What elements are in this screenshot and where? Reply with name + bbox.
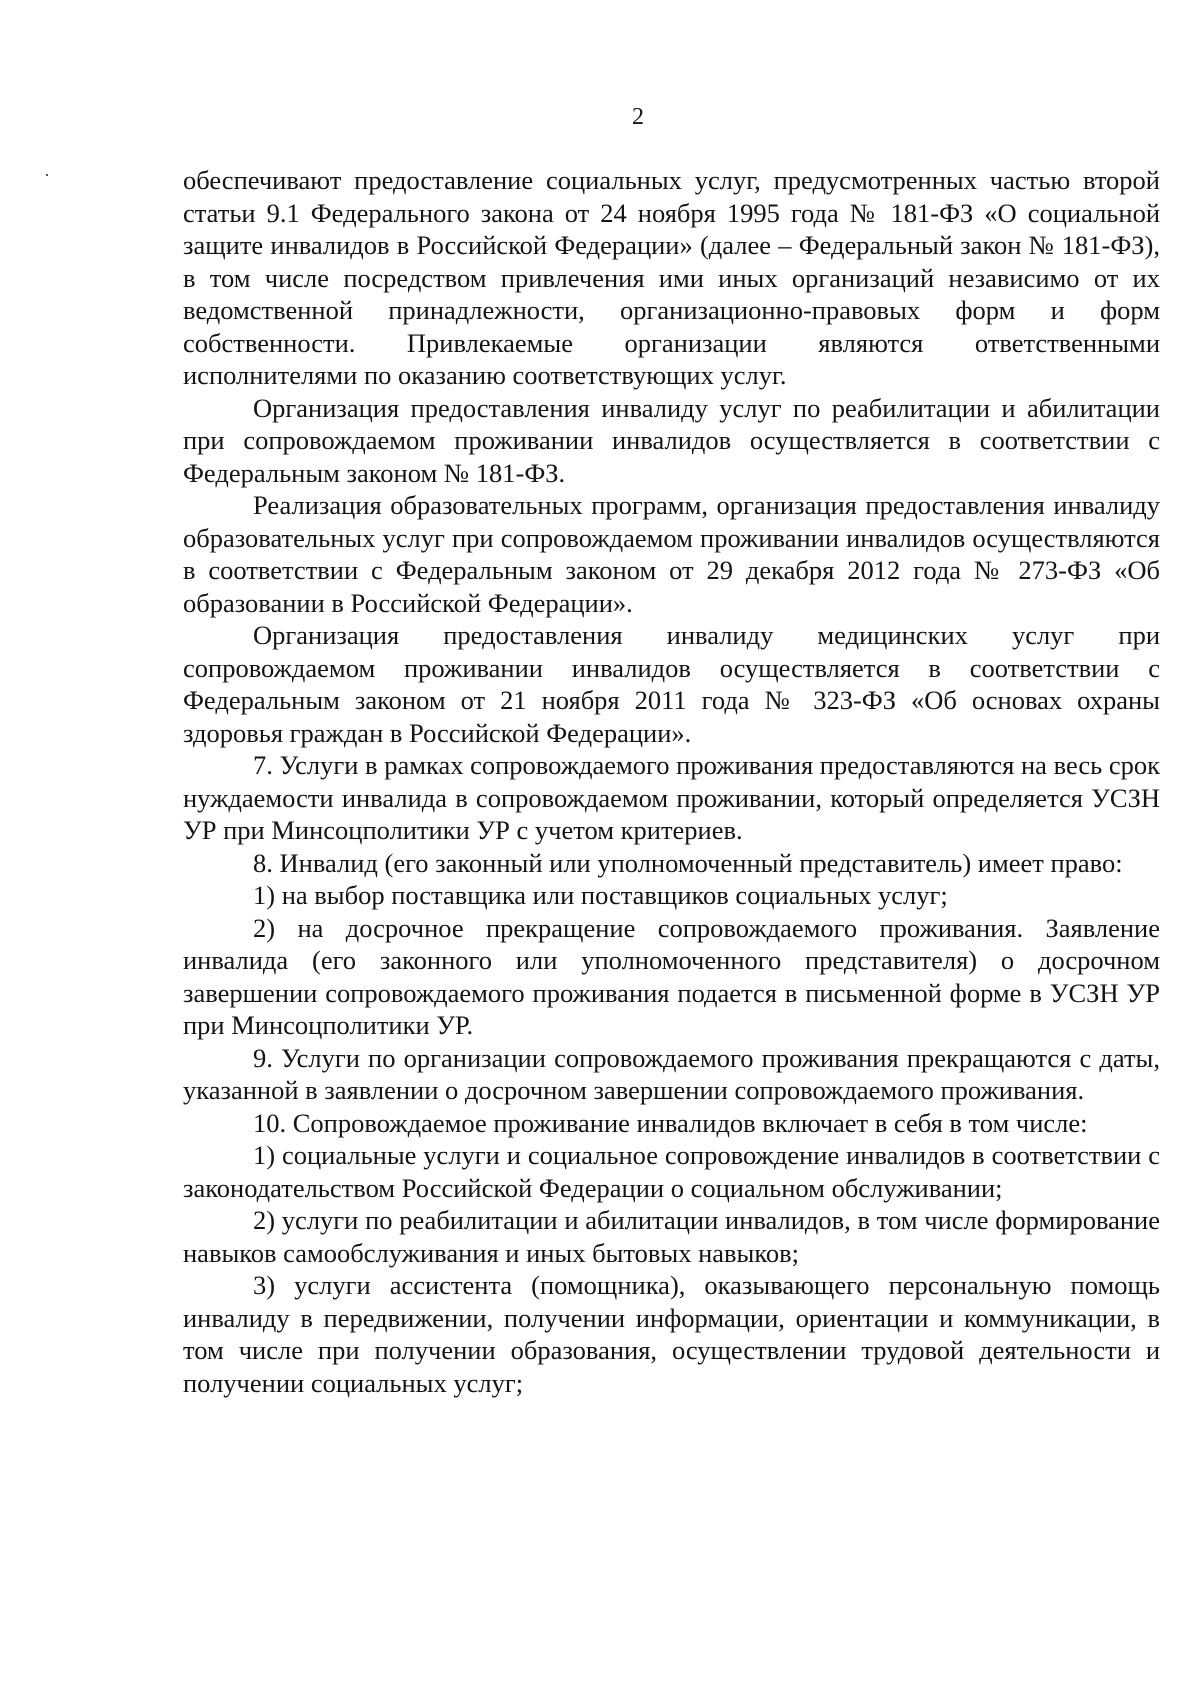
clause-8: 8. Инвалид (его законный или уполномоченный представитель) имеет право: bbox=[253, 847, 1123, 878]
clause-8-item-1: 1) на выбор поставщика или поставщиков социальных услуг; bbox=[253, 880, 948, 910]
page-number: 2 bbox=[632, 104, 644, 130]
paragraph-rehabilitation: Организация предоставления инвалиду услуг по реабилитации и абилитации при сопровождаемом проживании инвалидов осуществляется в соответствии с Федеральным законом № 181-ФЗ. bbox=[183, 392, 1160, 488]
paragraph-continuation: обеспечивают предоставление социальных услуг, предусмотренных частью второй статьи 9.1 Федерального закона от 24 ноября 1995 года № 181-ФЗ «О социальной защите инвалидов в Российской Федерации» (далее – Федеральный закон № 181-ФЗ), в том числе посредством привлечения ими иных организаций независимо от их ведомственной принадлежности, организационно-правовых форм и форм собственности. Привлекаемые организации являются ответственными исполнителями по оказанию соответствующих услуг. bbox=[183, 165, 1160, 390]
clause-7: 7. Услуги в рамках сопровождаемого проживания предоставляются на весь срок нуждаемости инвалида в сопровождаемом проживании, который определяется УСЗН УР при Минсоцполитики УР с учетом критериев. bbox=[183, 750, 1160, 845]
clause-10-item-1: 1) социальные услуги и социальное сопровождение инвалидов в соответствии с законодательством Российской Федерации о социальном обслуживании; bbox=[183, 1140, 1160, 1203]
paragraph-education: Реализация образовательных программ, организация предоставления инвалиду образовательных услуг при сопровождаемом проживании инвалидов осуществляются в соответствии с Федеральным законом от 29 декабря 2012 года № 273-ФЗ «Об образовании в Российской Федерации». bbox=[183, 490, 1160, 618]
scan-speck bbox=[46, 174, 48, 176]
clause-10-item-2: 2) услуги по реабилитации и абилитации инвалидов, в том числе формирование навыков самообслуживания и иных бытовых навыков; bbox=[183, 1205, 1160, 1268]
clause-8-item-2: 2) на досрочное прекращение сопровождаемого проживания. Заявление инвалида (его законного или уполномоченного представителя) о досрочном завершении сопровождаемого проживания подается в письменной форме в УСЗН УР при Минсоцполитики УР. bbox=[183, 912, 1160, 1040]
paragraph-medical: Организация предоставления инвалиду медицинских услуг при сопровождаемом проживании инвалидов осуществляется в соответствии с Федеральным законом от 21 ноября 2011 года № 323-ФЗ «Об основах охраны здоровья граждан в Российской Федерации». bbox=[183, 620, 1160, 748]
clause-9: 9. Услуги по организации сопровождаемого проживания прекращаются с даты, указанной в заявлении о досрочном завершении сопровождаемого проживания. bbox=[183, 1042, 1160, 1105]
clause-10-item-3: 3) услуги ассистента (помощника), оказывающего персональную помощь инвалиду в передвижении, получении информации, ориентации и коммуникации, в том числе при получении образования, осуществлении трудовой деятельности и получении социальных услуг; bbox=[183, 1270, 1160, 1398]
document-body bbox=[183, 164, 1160, 1399]
clause-10: 10. Сопровождаемое проживание инвалидов включает в себя в том числе: bbox=[253, 1107, 1088, 1138]
